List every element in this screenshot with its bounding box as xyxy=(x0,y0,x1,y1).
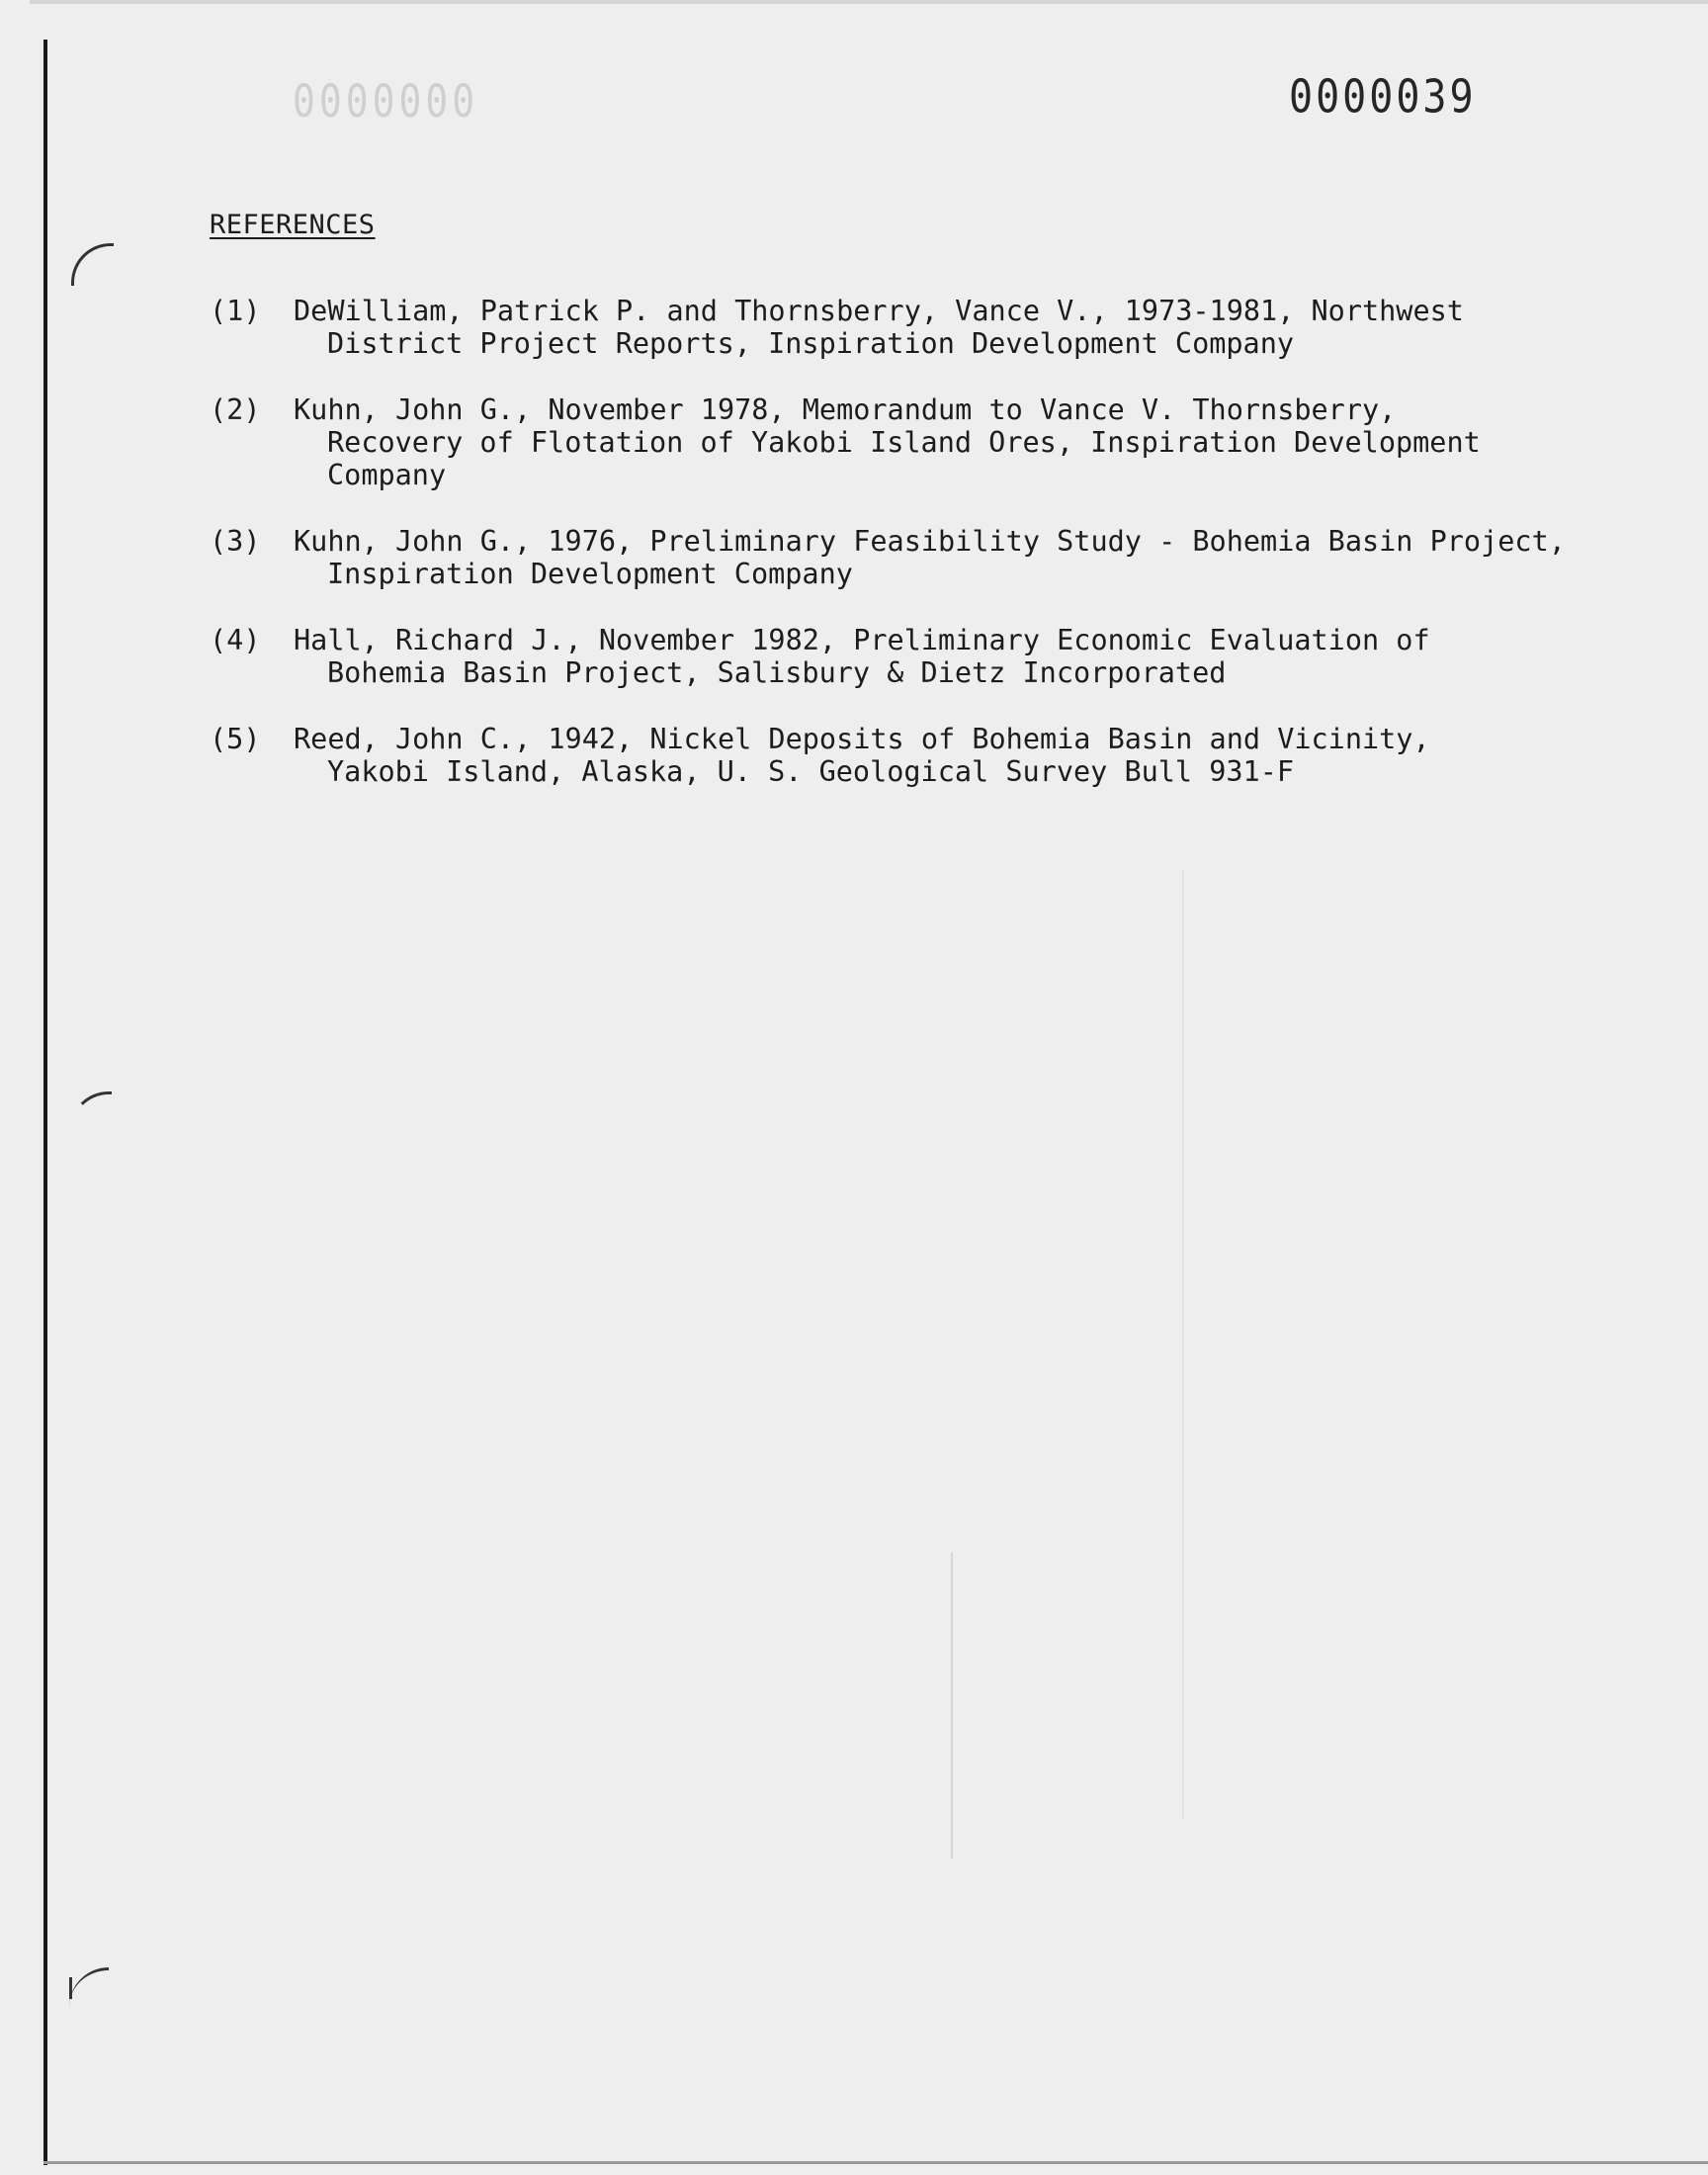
reference-line: Yakobi Island, Alaska, U. S. Geological Survey Bull 931-F xyxy=(327,755,1295,788)
scan-fold-line-secondary xyxy=(1182,870,1184,1819)
page-number: 0000039 xyxy=(1289,71,1477,124)
section-title: REFERENCES xyxy=(210,210,376,240)
page-bottom-edge xyxy=(43,2161,1708,2164)
reference-number: (1) xyxy=(210,295,261,327)
reference-line: Inspiration Development Company xyxy=(327,558,853,590)
reference-line: DeWilliam, Patrick P. and Thornsberry, Vance V., 1973-1981, Northwest xyxy=(294,295,1464,327)
reference-list xyxy=(210,295,1593,822)
reference-item-1 xyxy=(210,295,1593,360)
page-top-edge xyxy=(30,0,1708,4)
binder-hole-mark-top xyxy=(71,243,114,286)
reference-number: (3) xyxy=(210,525,261,558)
reference-item-2 xyxy=(210,393,1593,491)
scan-fold-line xyxy=(951,1552,953,1859)
reference-line: Bohemia Basin Project, Salisbury & Dietz Incorporated xyxy=(327,656,1227,689)
reference-line: Kuhn, John G., November 1978, Memorandum to Vance V. Thornsberry, xyxy=(294,393,1397,426)
reference-line: Hall, Richard J., November 1982, Preliminary Economic Evaluation of xyxy=(294,624,1430,656)
reference-item-3 xyxy=(210,525,1593,590)
reference-number: (5) xyxy=(210,723,261,755)
reference-item-4 xyxy=(210,624,1593,689)
reference-line: Reed, John C., 1942, Nickel Deposits of Bohemia Basin and Vicinity, xyxy=(294,723,1430,755)
reference-line: Recovery of Flotation of Yakobi Island Ores, Inspiration Development xyxy=(327,426,1481,459)
reference-line: Kuhn, John G., 1976, Preliminary Feasibility Study - Bohemia Basin Project, xyxy=(294,525,1566,558)
binder-hole-stem xyxy=(69,1977,72,1999)
faint-page-stamp: 0000000 xyxy=(293,75,479,128)
reference-line: District Project Reports, Inspiration Development Company xyxy=(327,327,1295,360)
reference-line: Company xyxy=(327,459,447,491)
binder-hole-mark-middle xyxy=(69,1091,112,1134)
binder-hole-mark-bottom xyxy=(69,1967,109,2010)
reference-number: (4) xyxy=(210,624,261,656)
left-margin-rule xyxy=(43,40,47,2165)
reference-number: (2) xyxy=(210,393,261,426)
reference-item-5 xyxy=(210,723,1593,788)
